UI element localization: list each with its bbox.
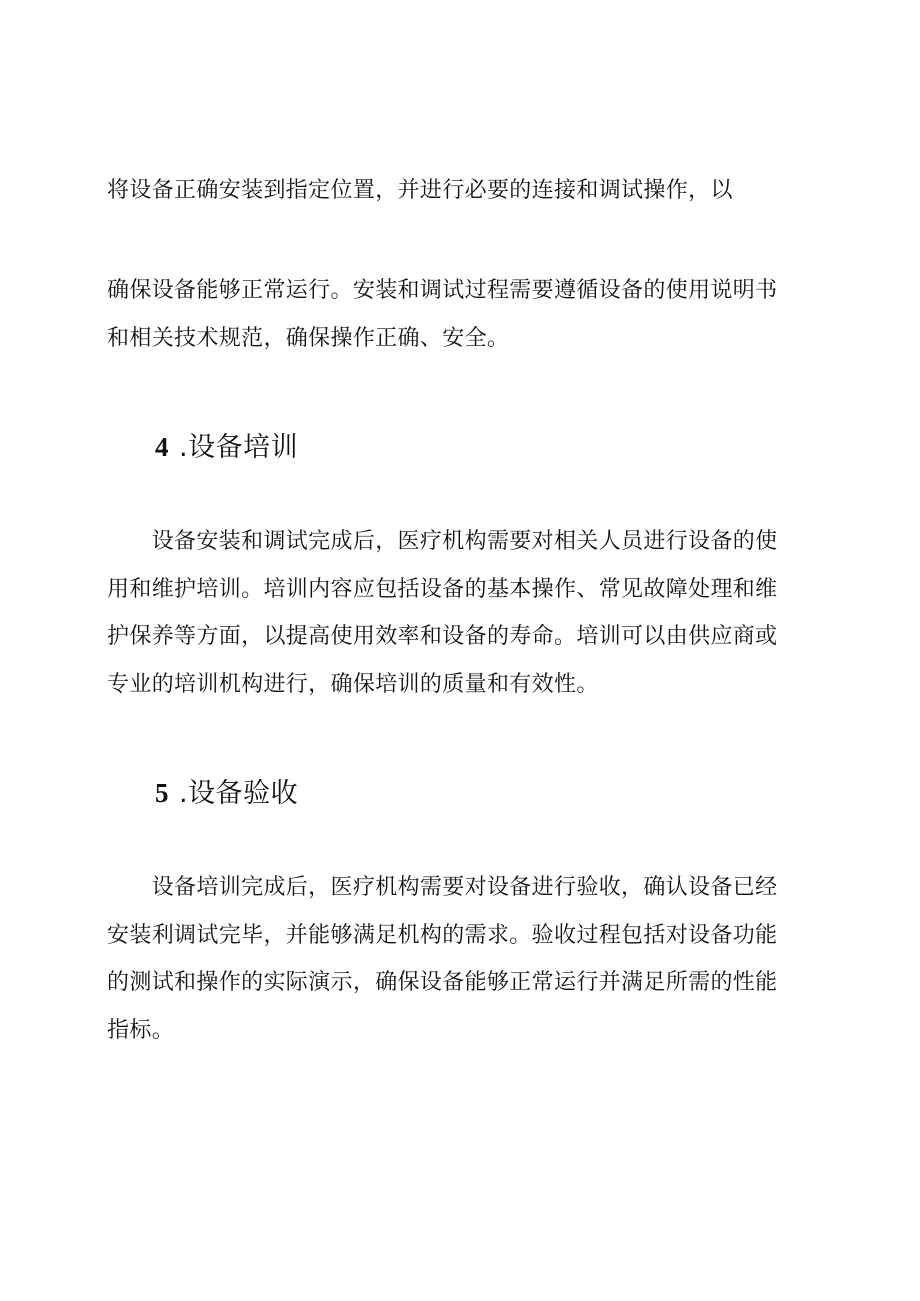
section-4-line-1: 设备安装和调试完成后，医疗机构需要对相关人员进行设备的使 bbox=[107, 529, 778, 554]
intro-line-2: 确保设备能够正常运行。安装和调试过程需要遵循设备的使用说明书 bbox=[107, 278, 778, 303]
section-4-line-4: 专业的培训机构进行，确保培训的质量和有效性。 bbox=[107, 672, 599, 697]
intro-line-3: 和相关技术规范，确保操作正确、安全。 bbox=[107, 326, 510, 351]
section-5-line-2: 安装利调试完毕，并能够满足机构的需求。验收过程包括对设备功能 bbox=[107, 923, 778, 948]
section-4-line-3: 护保养等方面，以提高使用效率和设备的寿命。培训可以由供应商或 bbox=[107, 624, 778, 649]
section-title: .设备培训 bbox=[179, 432, 299, 463]
section-number: 5 bbox=[155, 778, 169, 808]
section-heading-5 bbox=[155, 776, 298, 811]
section-number: 4 bbox=[155, 432, 169, 462]
section-heading-4 bbox=[155, 430, 298, 465]
section-5-line-1: 设备培训完成后，医疗机构需要对设备进行验收，确认设备已经 bbox=[107, 875, 778, 900]
section-5-line-3: 的测试和操作的实际演示，确保设备能够正常运行并满足所需的性能 bbox=[107, 970, 778, 995]
section-5-line-4: 指标。 bbox=[107, 1018, 175, 1043]
intro-line-1: 将设备正确安装到指定位置，并进行必要的连接和调试操作，以 bbox=[107, 178, 733, 203]
section-4-line-2: 用和维护培训。培训内容应包括设备的基本操作、常见故障处理和维 bbox=[107, 577, 778, 602]
section-title: .设备验收 bbox=[179, 778, 299, 809]
